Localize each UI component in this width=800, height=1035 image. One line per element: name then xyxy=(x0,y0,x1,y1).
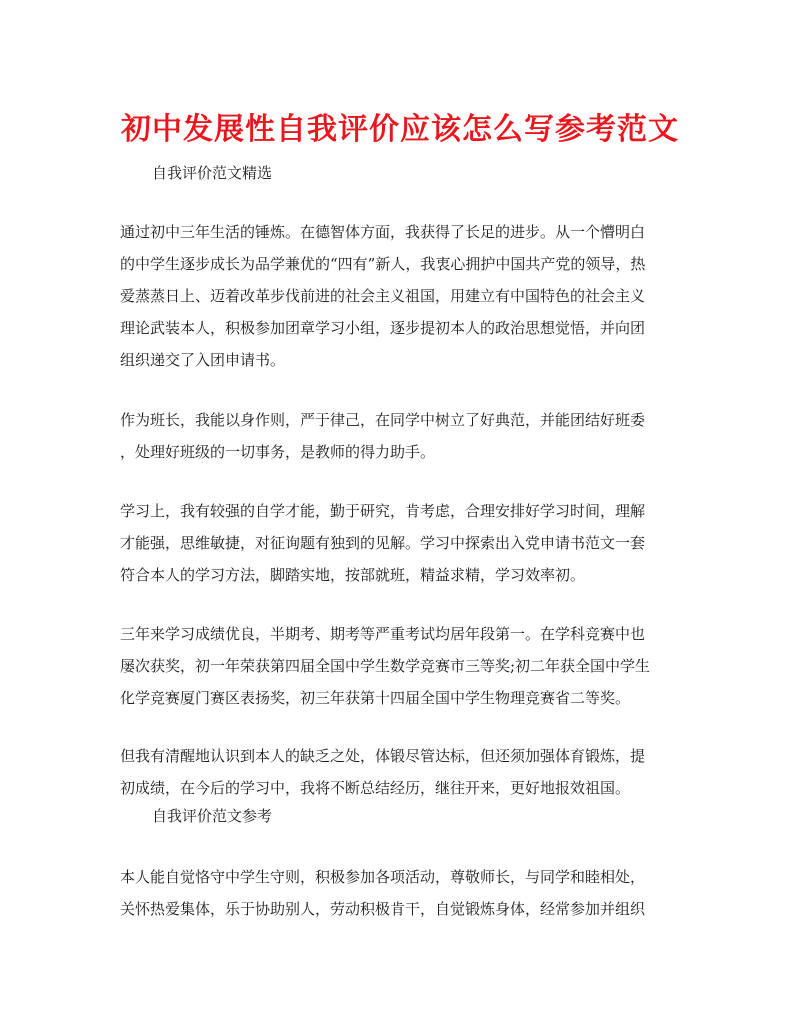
paragraph-line: 关怀热爱集体，乐于协助别人，劳动积极肯干，自觉锻炼身体，经常参加并组织 xyxy=(120,900,646,918)
paragraph-line: 通过初中三年生活的锤炼。在德智体方面，我获得了长足的进步。从一个懵明白 xyxy=(120,223,646,241)
paragraph-line: 组织递交了入团申请书。 xyxy=(120,351,286,369)
paragraph-line: 化学竞赛厦门赛区表扬奖，初三年获第十四届全国中学生物理竞赛省二等奖。 xyxy=(120,689,631,707)
paragraph-line: 但我有清醒地认识到本人的缺乏之处，体锻尽管达标，但还须加强体育锻炼，提 xyxy=(120,747,646,765)
paragraph-6 xyxy=(120,861,680,925)
paragraph-4 xyxy=(120,618,680,714)
paragraph-5 xyxy=(120,740,680,804)
paragraph-line: 屡次获奖，初一年荣获第四届全国中学生数学竞赛市三等奖;初二年获全国中学生 xyxy=(120,657,651,675)
paragraph-line: ，处理好班级的一切事务，是教师的得力助手。 xyxy=(120,443,436,461)
paragraph-line: 才能强，思维敏捷，对征询题有独到的见解。学习中探索出入党申请书范文一套 xyxy=(120,534,646,552)
paragraph-3 xyxy=(120,495,680,591)
paragraph-line: 作为班长，我能以身作则，严于律己，在同学中树立了好典范，并能团结好班委 xyxy=(120,411,646,429)
paragraph-line: 理论武装本人，积极参加团章学习小组，逐步提初本人的政治思想觉悟，并向团 xyxy=(120,319,646,337)
paragraph-line: 的中学生逐步成长为品学兼优的“四有”新人，我衷心拥护中国共产党的领导，热 xyxy=(120,255,646,273)
paragraph-1 xyxy=(120,216,680,376)
document-title: 初中发展性自我评价应该怎么写参考范文 xyxy=(121,112,679,147)
section-heading-selected: 自我评价范文精选 xyxy=(152,164,273,182)
paragraph-line: 学习上，我有较强的自学才能，勤于研究，肯考虑，合理安排好学习时间，理解 xyxy=(120,502,646,520)
paragraph-line: 三年来学习成绩优良，半期考、期考等严重考试均居年段第一。在学科竞赛中也 xyxy=(120,625,646,643)
section-heading-reference: 自我评价范文参考 xyxy=(152,807,273,825)
paragraph-line: 初成绩，在今后的学习中，我将不断总结经历，继往开来，更好地报效祖国。 xyxy=(120,779,631,797)
paragraph-line: 本人能自觉恪守中学生守则，积极参加各项活动，尊敬师长，与同学和睦相处， xyxy=(120,868,646,886)
paragraph-line: 符合本人的学习方法，脚踏实地，按部就班，精益求精，学习效率初。 xyxy=(120,566,586,584)
paragraph-2 xyxy=(120,404,680,468)
paragraph-line: 爱蒸蒸日上、迈着改革步伐前进的社会主义祖国，用建立有中国特色的社会主义 xyxy=(120,287,646,305)
